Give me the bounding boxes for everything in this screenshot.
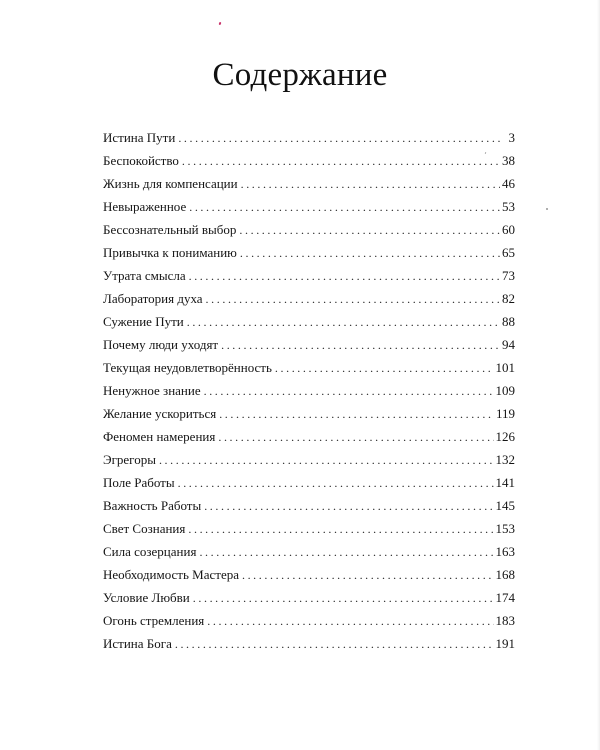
toc-entry-page: 94 [502,337,515,352]
toc-entry-title: Текущая неудовлетворённость [103,360,272,375]
toc-entry-page: 73 [502,268,515,283]
toc-entry-page: 183 [495,613,515,628]
dot-leader [207,614,493,629]
toc-entry-page: 101 [495,360,515,375]
dot-leader [193,591,494,606]
toc-entry-title: Утрата смысла [103,268,186,283]
toc-entry-page: 141 [495,475,515,490]
dot-leader [219,407,494,422]
dot-leader [178,131,503,146]
dot-leader [159,453,494,468]
dot-leader [239,223,500,238]
toc-entry [103,452,515,475]
ink-speck [546,208,549,211]
dot-leader [204,384,494,399]
toc-entry-title: Свет Сознания [103,521,186,536]
dot-leader [188,522,493,537]
toc-entry-page: 163 [495,544,515,559]
dot-leader [240,246,500,261]
toc-entry-page: 174 [495,590,515,605]
toc-entry-title: Феномен намерения [103,429,216,444]
toc-entry [103,268,515,291]
toc-entry-page: 191 [495,636,515,651]
toc-entry-title: Лаборатория духа [103,291,203,306]
dot-leader [199,545,493,560]
toc-entry-page: 145 [495,498,515,513]
toc-entry-page: 3 [508,130,515,145]
toc-entry [103,567,515,590]
toc-entry-page: 168 [495,567,515,582]
dot-leader [221,338,500,353]
toc-entry [103,291,515,314]
toc-entry-page: 126 [495,429,515,444]
toc-entry [103,130,515,153]
dot-leader [178,476,494,491]
toc-entry-page: 46 [502,176,515,191]
toc-entry-title: Необходимость Мастера [103,567,239,582]
dot-leader [206,292,500,307]
toc-entry [103,590,515,613]
toc-entry-title: Истина Бога [103,636,172,651]
ink-speck [219,22,222,26]
dot-leader [182,154,500,169]
toc-entry [103,406,515,429]
dot-leader [175,637,494,652]
toc-entry-page: 60 [502,222,515,237]
toc-entry-page: 38 [502,153,515,168]
toc-entry [103,176,515,199]
toc-entry-title: Беспокойство [103,153,179,168]
toc-entry-title: Сила созерцания [103,544,197,559]
table-of-contents [103,130,515,659]
toc-entry [103,521,515,544]
toc-entry-page: 119 [495,406,515,421]
dot-leader [189,269,500,284]
toc-entry-page: 82 [502,291,515,306]
toc-entry [103,337,515,360]
toc-entry [103,636,515,659]
toc-entry [103,222,515,245]
toc-entry-page: 88 [502,314,515,329]
dot-leader [241,177,500,192]
toc-entry [103,544,515,567]
dot-leader [218,430,493,445]
toc-entry-title: Важность Работы [103,498,202,513]
toc-entry [103,475,515,498]
toc-entry-title: Истина Пути [103,130,176,145]
toc-entry-title: Поле Работы [103,475,175,490]
toc-entry [103,383,515,406]
toc-entry-title: Привычка к пониманию [103,245,237,260]
toc-entry-page: 109 [495,383,515,398]
toc-entry-title: Почему люди уходят [103,337,219,352]
toc-entry-page: 53 [502,199,515,214]
toc-entry [103,429,515,452]
toc-entry-title: Эгрегоры [103,452,156,467]
toc-entry [103,153,515,176]
toc-entry-title: Ненужное знание [103,383,201,398]
toc-entry [103,360,515,383]
dot-leader [242,568,494,583]
toc-entry-title: Желание ускориться [103,406,217,421]
dot-leader [204,499,493,514]
dot-leader [187,315,500,330]
toc-entry-title: Условие Любви [103,590,190,605]
toc-entry-title: Огонь стремления [103,613,205,628]
dot-leader [275,361,494,376]
dot-leader [189,200,500,215]
toc-entry [103,613,515,636]
toc-entry-page: 132 [495,452,515,467]
toc-entry [103,245,515,268]
toc-entry [103,199,515,222]
toc-entry [103,498,515,521]
toc-entry-title: Бессознательный выбор [103,222,237,237]
toc-entry [103,314,515,337]
toc-entry-page: 65 [502,245,515,260]
toc-entry-title: Невыраженное [103,199,187,214]
toc-entry-title: Жизнь для компенсации [103,176,238,191]
toc-entry-title: Сужение Пути [103,314,184,329]
toc-entry-page: 153 [495,521,515,536]
page-title: Содержание [212,57,388,93]
